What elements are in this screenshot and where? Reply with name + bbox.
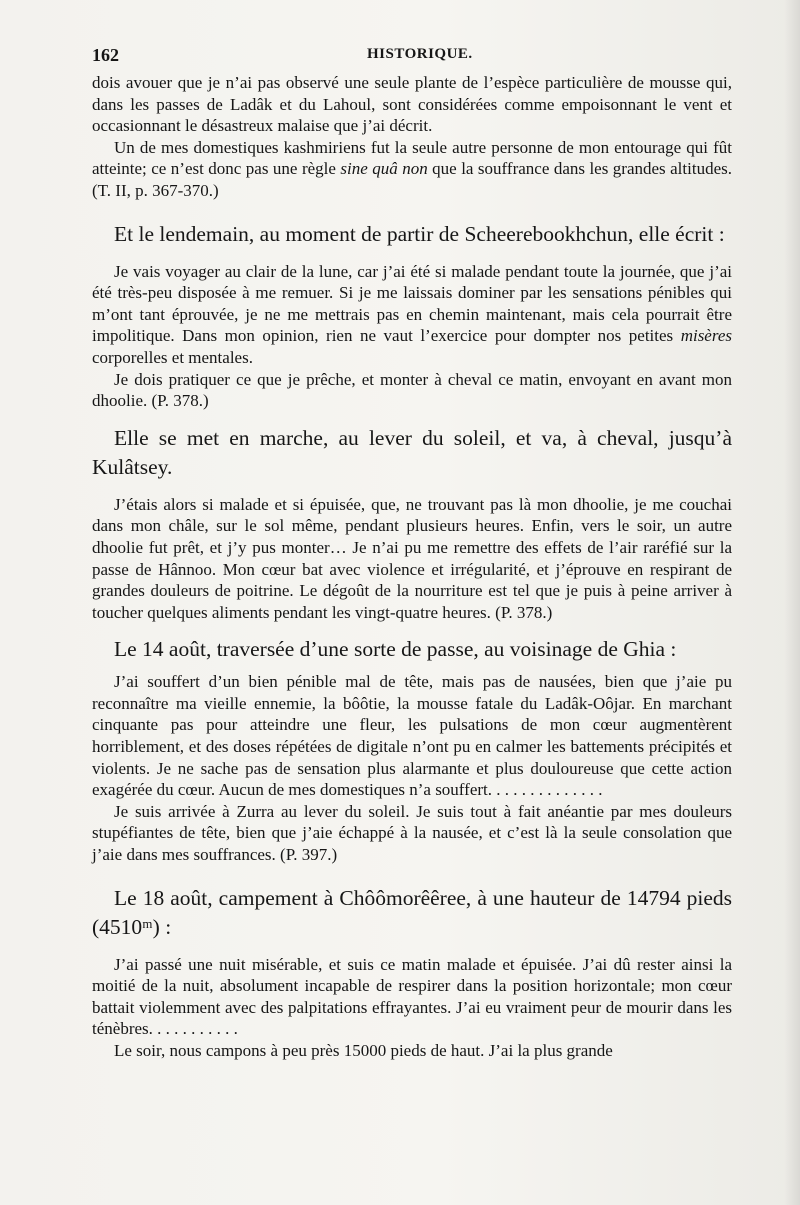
narrative-paragraph: Le 18 août, campement à Chôômorêêree, à une hauteur de 14794 pieds (4510ᵐ) :	[92, 885, 732, 939]
page-edge-shadow	[784, 0, 800, 1205]
narrative-paragraph: Et le lendemain, au moment de partir de Scheerebookhchun, elle écrit :	[114, 221, 725, 246]
quote-paragraph: J’ai passé une nuit misérable, et suis ce matin malade et épuisée. J’ai dû rester ainsi la moitié de la nuit, absolument incapable de respirer dans la position horizontale; mon cœur battait violemment avec des palpitations effrayantes. J’ai eu vraiment peur de mourir dans les ténèbres. . . . . . . . . . .	[92, 954, 732, 1039]
page-header	[92, 45, 732, 69]
narrative-paragraph: Le 14 août, traversée d’une sorte de passe, au voisinage de Ghia :	[114, 637, 677, 662]
narrative-paragraph: Elle se met en marche, au lever du soleil, et va, à cheval, jusqu’à Kulâtsey.	[92, 425, 732, 479]
running-head: HISTORIQUE.	[367, 46, 473, 62]
page-body	[92, 72, 732, 1062]
page-number: 162	[92, 45, 119, 65]
quote-paragraph: dois avouer que je n’ai pas observé une seule plante de l’espèce particulière de mousse qui, dans les passes de Ladâk et du Lahoul, sont considérées comme empoisonnant le vent et occasionnant le désastreux malaise que j’ai décrit.	[92, 73, 732, 136]
quote-paragraph	[92, 261, 732, 369]
italic-phrase: sine quâ non	[340, 159, 428, 179]
text-span: corporelles et mentales.	[92, 347, 253, 367]
quote-paragraph: Je dois pratiquer ce que je prêche, et monter à cheval ce matin, envoyant en avant mon dhoolie. (P. 378.)	[92, 369, 732, 411]
quote-paragraph	[92, 137, 732, 202]
quote-paragraph: J’étais alors si malade et si épuisée, que, ne trouvant pas là mon dhoolie, je me couchai dans mon châle, sur le sol même, pendant plusieurs heures. Enfin, vers le soir, un autre dhoolie fut prêt, et j’y pus monter… Je n’ai pu me remettre des effets de l’air raréfié sur la passe de Hânnoo. Mon cœur bat avec violence et irrégularité, et j’éprouve en respirant de grandes douleurs de poitrine. Le dégoût de la nourriture est tel que je puis à peine arriver à toucher quelques aliments pendant les vingt-quatre heures. (P. 378.)	[92, 494, 732, 622]
quote-paragraph: J’ai souffert d’un bien pénible mal de tête, mais pas de nausées, bien que j’aie pu reconnaître ma vieille ennemie, la bôôtie, la mousse fatale du Ladâk-Oôjar. En marchant cinquante pas pour atteindre une fleur, les pulsations de mon cœur augmentèrent horriblement, et des doses répétées de digitale n’ont pu en calmer les battements précipités et violents. Je ne sache pas de sensation plus alarmante et plus douloureuse que cette action exagérée du cœur. Aucun de mes domestiques n’a souffert. . . . . . . . . . . . . .	[92, 672, 732, 800]
quote-paragraph: Je suis arrivée à Zurra au lever du soleil. Je suis tout à fait anéantie par mes douleurs stupéfiantes de tête, bien que j’aie échappé à la nausée, et c’est là la seule consolation que j’aie dans mes souffrances. (P. 397.)	[92, 801, 732, 865]
italic-phrase: misères	[680, 326, 732, 346]
text-span: Un de mes domestiques kashmiriens fut la seule autre personne de mon entourage qui fût atteinte; ce n’est donc pas une règle	[92, 137, 732, 179]
text-span: Je vais voyager au clair de la lune, car j’ai été si malade pendant toute la journée, que j’ai été très-peu disposée à me remuer. Si je me laissais dominer par les sensations pénibles qui m’ont tant éprouvée, je ne me mettrais pas en chemin maintenant, mais cela pourrait être impolitique. Dans mon opinion, rien ne vaut l’exercice pour dompter nos petites	[92, 261, 732, 346]
text-span: que la souffrance dans les grandes altitudes. (T. II, p. 367-370.)	[92, 159, 732, 200]
quote-paragraph: Le soir, nous campons à peu près 15000 pieds de haut. J’ai la plus grande	[114, 1041, 613, 1060]
